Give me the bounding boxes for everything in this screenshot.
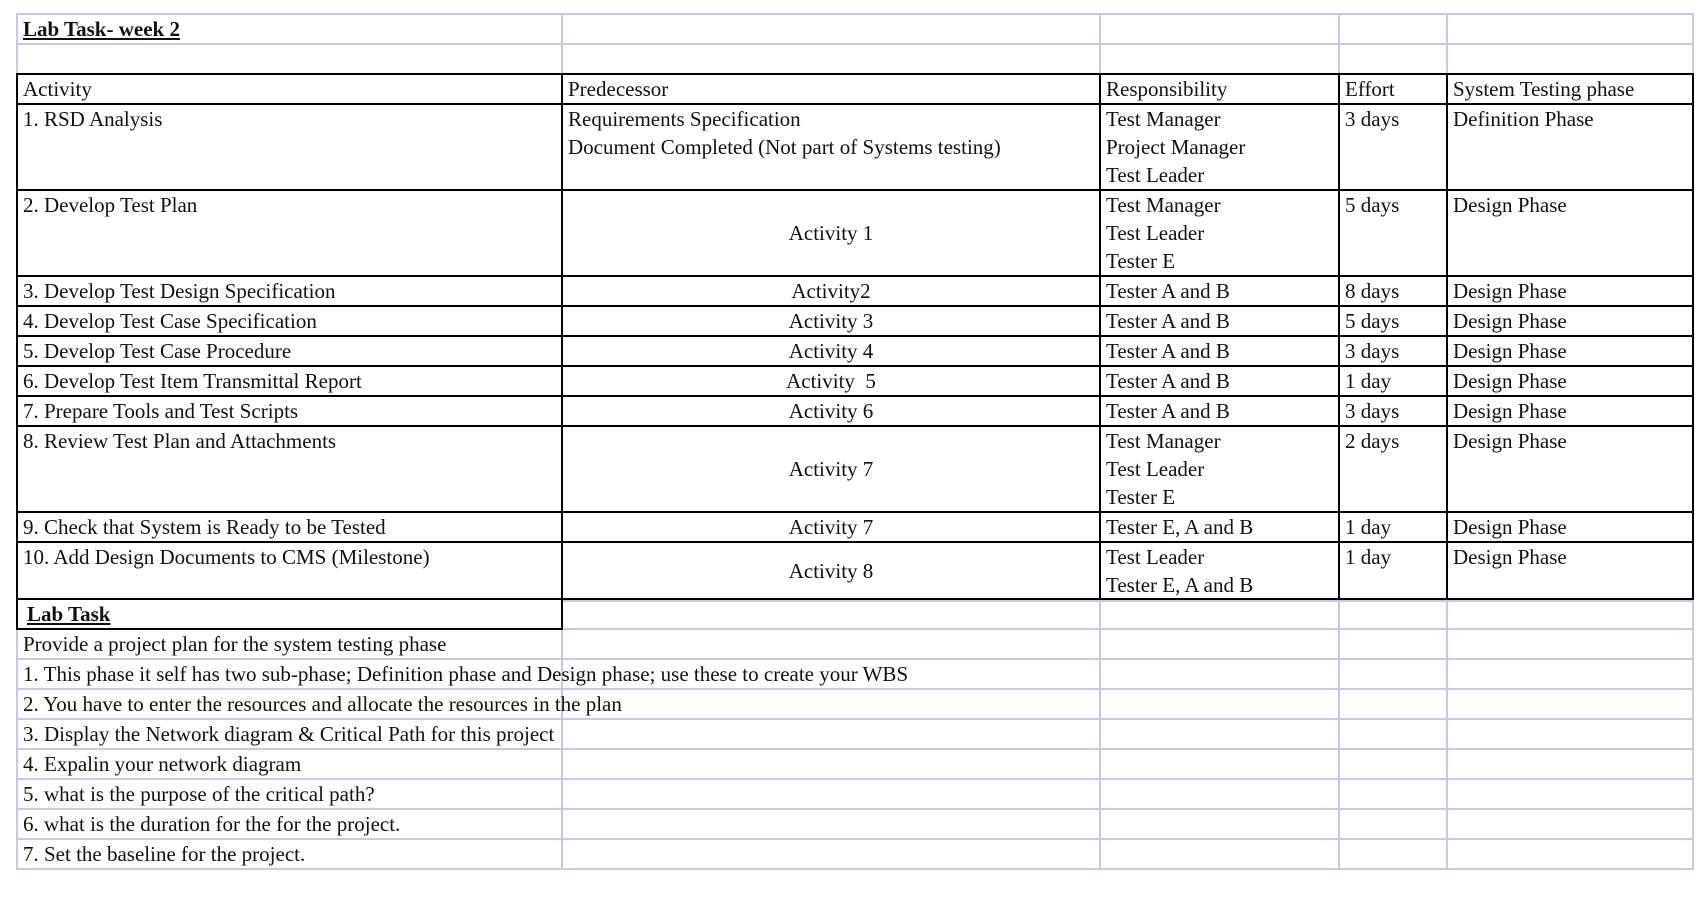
sheet-title: Lab Task- week 2 — [23, 17, 180, 41]
gridline — [1446, 600, 1448, 870]
row-6-effort: 1 day — [1345, 369, 1392, 393]
row-2-responsibility-line-3: Tester E — [1106, 249, 1176, 273]
table-border — [1692, 73, 1694, 600]
row-5-predecessor: Activity 4 — [788, 339, 874, 363]
row-8-effort: 2 days — [1345, 429, 1400, 453]
row-1-responsibility-line-1: Test Manager — [1106, 107, 1221, 131]
row-8-responsibility-line-2: Test Leader — [1106, 457, 1205, 481]
row-4-predecessor: Activity 3 — [788, 309, 874, 333]
row-8-activity: 8. Review Test Plan and Attachments — [23, 429, 337, 453]
row-1-predecessor — [563, 105, 1099, 161]
row-6-predecessor: Activity 5 — [786, 369, 876, 393]
row-3-effort: 8 days — [1345, 279, 1400, 303]
row-10-activity: 10. Add Design Documents to CMS (Milestone) — [23, 545, 430, 569]
row-6-responsibility: Tester A and B — [1106, 369, 1230, 393]
row-2-responsibility — [1101, 191, 1338, 275]
gridline — [1692, 13, 1694, 75]
header-activity: Activity — [23, 77, 92, 101]
row-8-responsibility-line-3: Tester E — [1106, 485, 1176, 509]
row-1-predecessor-line-2: Document Completed (Not part of Systems testing) — [568, 135, 1001, 159]
gridline — [1099, 13, 1101, 75]
row-1-responsibility — [1101, 105, 1338, 189]
row-4-responsibility: Tester A and B — [1106, 309, 1230, 333]
row-5-responsibility: Tester A and B — [1106, 339, 1230, 363]
row-2-responsibility-line-1: Test Manager — [1106, 193, 1221, 217]
row-6-activity: 6. Develop Test Item Transmittal Report — [23, 369, 362, 393]
row-4-effort: 5 days — [1345, 309, 1400, 333]
row-2-phase: Design Phase — [1453, 193, 1567, 217]
row-3-predecessor: Activity2 — [791, 279, 871, 303]
lab-task-line: 3. Display the Network diagram & Critical Path for this project — [23, 722, 555, 746]
row-9-responsibility: Tester E, A and B — [1106, 515, 1254, 539]
row-10-phase: Design Phase — [1453, 545, 1567, 569]
gridline — [1692, 600, 1694, 870]
row-5-activity: 5. Develop Test Case Procedure — [23, 339, 292, 363]
lab-task-line: 5. what is the purpose of the critical path? — [23, 782, 375, 806]
row-4-activity: 4. Develop Test Case Specification — [23, 309, 317, 333]
row-7-responsibility: Tester A and B — [1106, 399, 1230, 423]
lab-task-heading: Lab Task — [27, 602, 111, 626]
header-responsibility: Responsibility — [1106, 77, 1228, 101]
row-1-responsibility-line-3: Test Leader — [1106, 163, 1205, 187]
row-2-predecessor: Activity 1 — [788, 221, 874, 245]
row-5-phase: Design Phase — [1453, 339, 1567, 363]
row-10-predecessor: Activity 8 — [788, 559, 874, 583]
row-5-effort: 3 days — [1345, 339, 1400, 363]
row-7-predecessor: Activity 6 — [788, 399, 874, 423]
row-7-effort: 3 days — [1345, 399, 1400, 423]
row-2-responsibility-line-2: Test Leader — [1106, 221, 1205, 245]
row-1-responsibility-line-2: Project Manager — [1106, 135, 1246, 159]
row-9-predecessor: Activity 7 — [788, 515, 874, 539]
row-3-responsibility: Tester A and B — [1106, 279, 1230, 303]
row-6-phase: Design Phase — [1453, 369, 1567, 393]
lab-task-line: 1. This phase it self has two sub-phase; Definition phase and Design phase; use these to create your WBS — [23, 662, 909, 686]
row-10-effort: 1 day — [1345, 545, 1392, 569]
row-7-activity: 7. Prepare Tools and Test Scripts — [23, 399, 299, 423]
row-9-effort: 1 day — [1345, 515, 1392, 539]
header-predecessor: Predecessor — [568, 77, 669, 101]
row-1-predecessor-line-1: Requirements Specification — [568, 107, 801, 131]
lab-task-line: 6. what is the duration for the for the project. — [23, 812, 401, 836]
gridline — [1446, 13, 1448, 75]
lab-task-line: 2. You have to enter the resources and allocate the resources in the plan — [23, 692, 622, 716]
lab-task-line: Provide a project plan for the system testing phase — [23, 632, 447, 656]
row-8-responsibility-line-1: Test Manager — [1106, 429, 1221, 453]
row-9-activity: 9. Check that System is Ready to be Tested — [23, 515, 386, 539]
row-3-activity: 3. Develop Test Design Specification — [23, 279, 336, 303]
gridline — [16, 43, 1692, 45]
row-10-responsibility-line-1: Test Leader — [1106, 545, 1205, 569]
gridline — [1338, 600, 1340, 870]
row-8-responsibility — [1101, 427, 1338, 511]
gridline — [1099, 600, 1101, 870]
row-2-activity: 2. Develop Test Plan — [23, 193, 198, 217]
lab-task-line: 4. Expalin your network diagram — [23, 752, 302, 776]
row-4-phase: Design Phase — [1453, 309, 1567, 333]
row-9-phase: Design Phase — [1453, 515, 1567, 539]
row-2-effort: 5 days — [1345, 193, 1400, 217]
gridline — [561, 13, 563, 75]
row-1-effort: 3 days — [1345, 107, 1400, 131]
row-7-phase: Design Phase — [1453, 399, 1567, 423]
row-8-predecessor: Activity 7 — [788, 457, 874, 481]
row-3-phase: Design Phase — [1453, 279, 1567, 303]
gridline — [562, 600, 1692, 602]
header-effort: Effort — [1345, 77, 1395, 101]
header-phase: System Testing phase — [1453, 77, 1635, 101]
gridline — [1338, 13, 1340, 75]
row-10-responsibility-line-2: Tester E, A and B — [1106, 573, 1254, 597]
row-10-responsibility — [1101, 543, 1338, 599]
gridline — [16, 868, 1692, 870]
row-1-activity: 1. RSD Analysis — [23, 107, 163, 131]
lab-task-line: 7. Set the baseline for the project. — [23, 842, 306, 866]
row-1-phase: Definition Phase — [1453, 107, 1594, 131]
row-8-phase: Design Phase — [1453, 429, 1567, 453]
